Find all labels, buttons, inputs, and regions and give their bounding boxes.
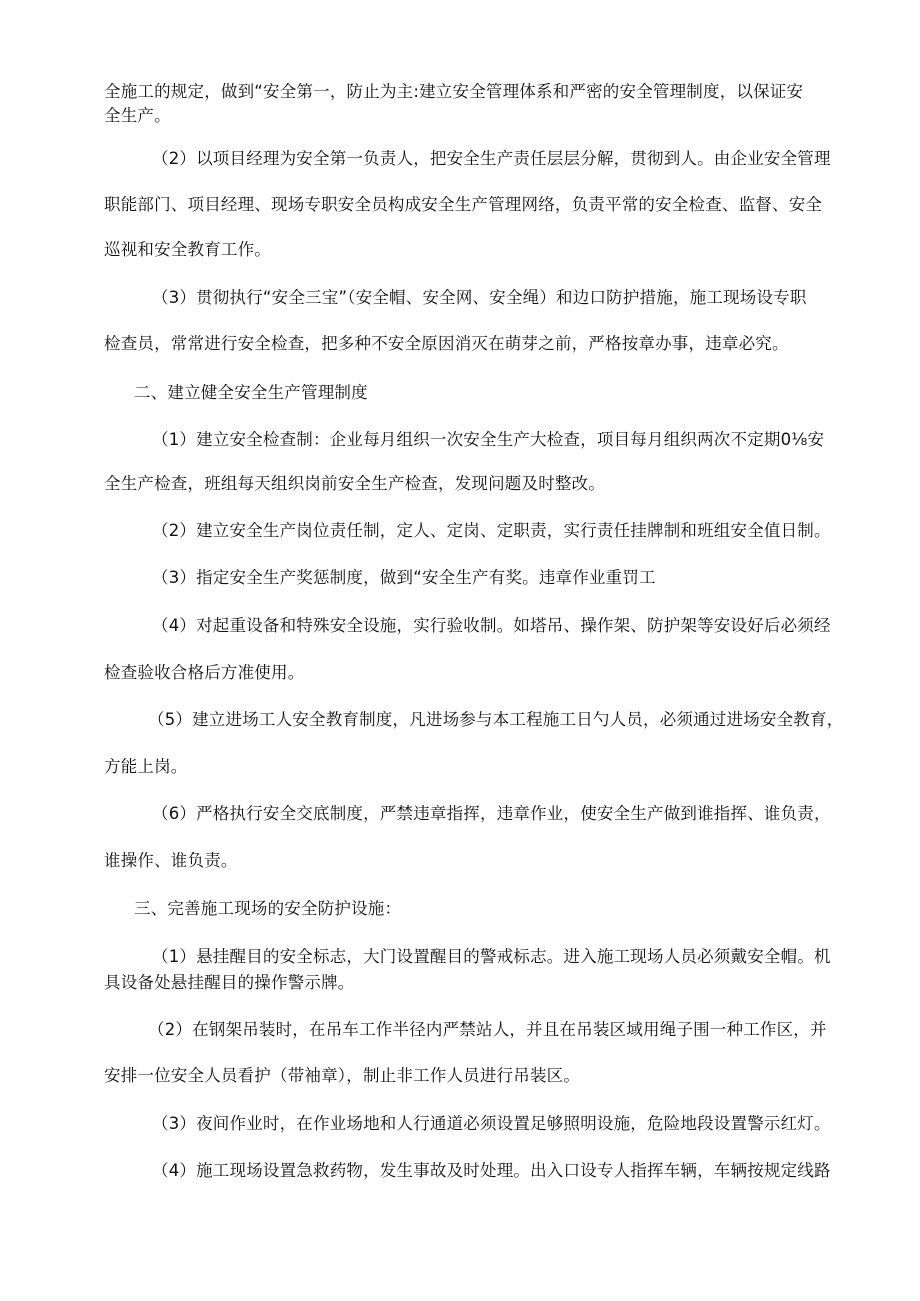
text-line: （2）以项目经理为安全第一负责人，把安全生产责任层层分解，贯彻到人。由企业安全管理 (152, 149, 831, 168)
text-line: （2）建立安全生产岗位责任制，定人、定岗、定职责，实行责任挂牌制和班组安全值日制。 (152, 521, 831, 540)
text-line: （1）建立安全检查制：企业每月组织一次安全生产大检查，项目每月组织两次不定期0⅛安 (152, 430, 825, 449)
text-line: （2）在钢架吊装时，在吊车工作半径内严禁站人，并且在吊装区域用绳子围一种工作区，并 (148, 1020, 827, 1039)
text-line: 具设备处悬挂醒目的操作警示牌。 (104, 973, 355, 992)
section-heading: 二、建立健全安全生产管理制度 (134, 383, 368, 402)
text-line: （5）建立进场工人安全教育制度，凡进场参与本工程施工日勺人员，必须通过进场安全教育， (148, 710, 844, 729)
text-line: 全施工的规定，做到“安全第一，防止为主:建立安全管理体系和严密的安全管理制度，以保证安 (104, 82, 804, 101)
text-line: （1）悬挂醒目的安全标志，大门设置醒目的警戒标志。进入施工现场人员必须戴安全帽。机 (152, 947, 831, 966)
text-line: 检查员，常常进行安全检查，把多种不安全原因消灭在萌芽之前，严格按章办事，违章必究。 (104, 334, 789, 353)
text-line: （4）对起重设备和特殊安全设施，实行验收制。如塔吊、操作架、防护架等安设好后必须经 (152, 616, 831, 635)
text-line: （3）贯彻执行“安全三宝”（安全帽、安全网、安全绳）和边口防护措施，施工现场设专职 (152, 288, 807, 307)
text-line: 方能上岗。 (104, 757, 188, 776)
text-line: 全生产检查，班组每天组织岗前安全生产检查，发现问题及时整改。 (104, 474, 605, 493)
text-line: 检查验收合格后方准使用。 (104, 663, 305, 682)
text-line: 巡视和安全教育工作。 (104, 240, 271, 259)
text-line: （3）夜间作业时，在作业场地和人行通道必须设置足够照明设施，危险地段设置警示红灯。 (152, 1114, 831, 1133)
text-line: （4）施工现场设置急救药物，发生事故及时处理。出入口设专人指挥车辆，车辆按规定线路 (152, 1161, 831, 1180)
text-line: （6）严格执行安全交底制度，严禁违章指挥，违章作业，使安全生产做到谁指挥、谁负责， (152, 804, 831, 823)
text-line: 职能部门、项目经理、现场专职安全员构成安全生产管理网络，负责平常的安全检查、监督、安全 (104, 195, 823, 214)
section-heading: 三、完善施工现场的安全防护设施： (134, 899, 402, 918)
text-line: 安排一位安全人员看护（带袖章），制止非工作人员进行吊装区。 (104, 1066, 581, 1085)
text-line: 全生产。 (104, 106, 171, 125)
text-line: （3）指定安全生产奖惩制度，做到“安全生产有奖。违章作业重罚工 (152, 568, 656, 587)
text-line: 谁操作、谁负责。 (104, 851, 238, 870)
